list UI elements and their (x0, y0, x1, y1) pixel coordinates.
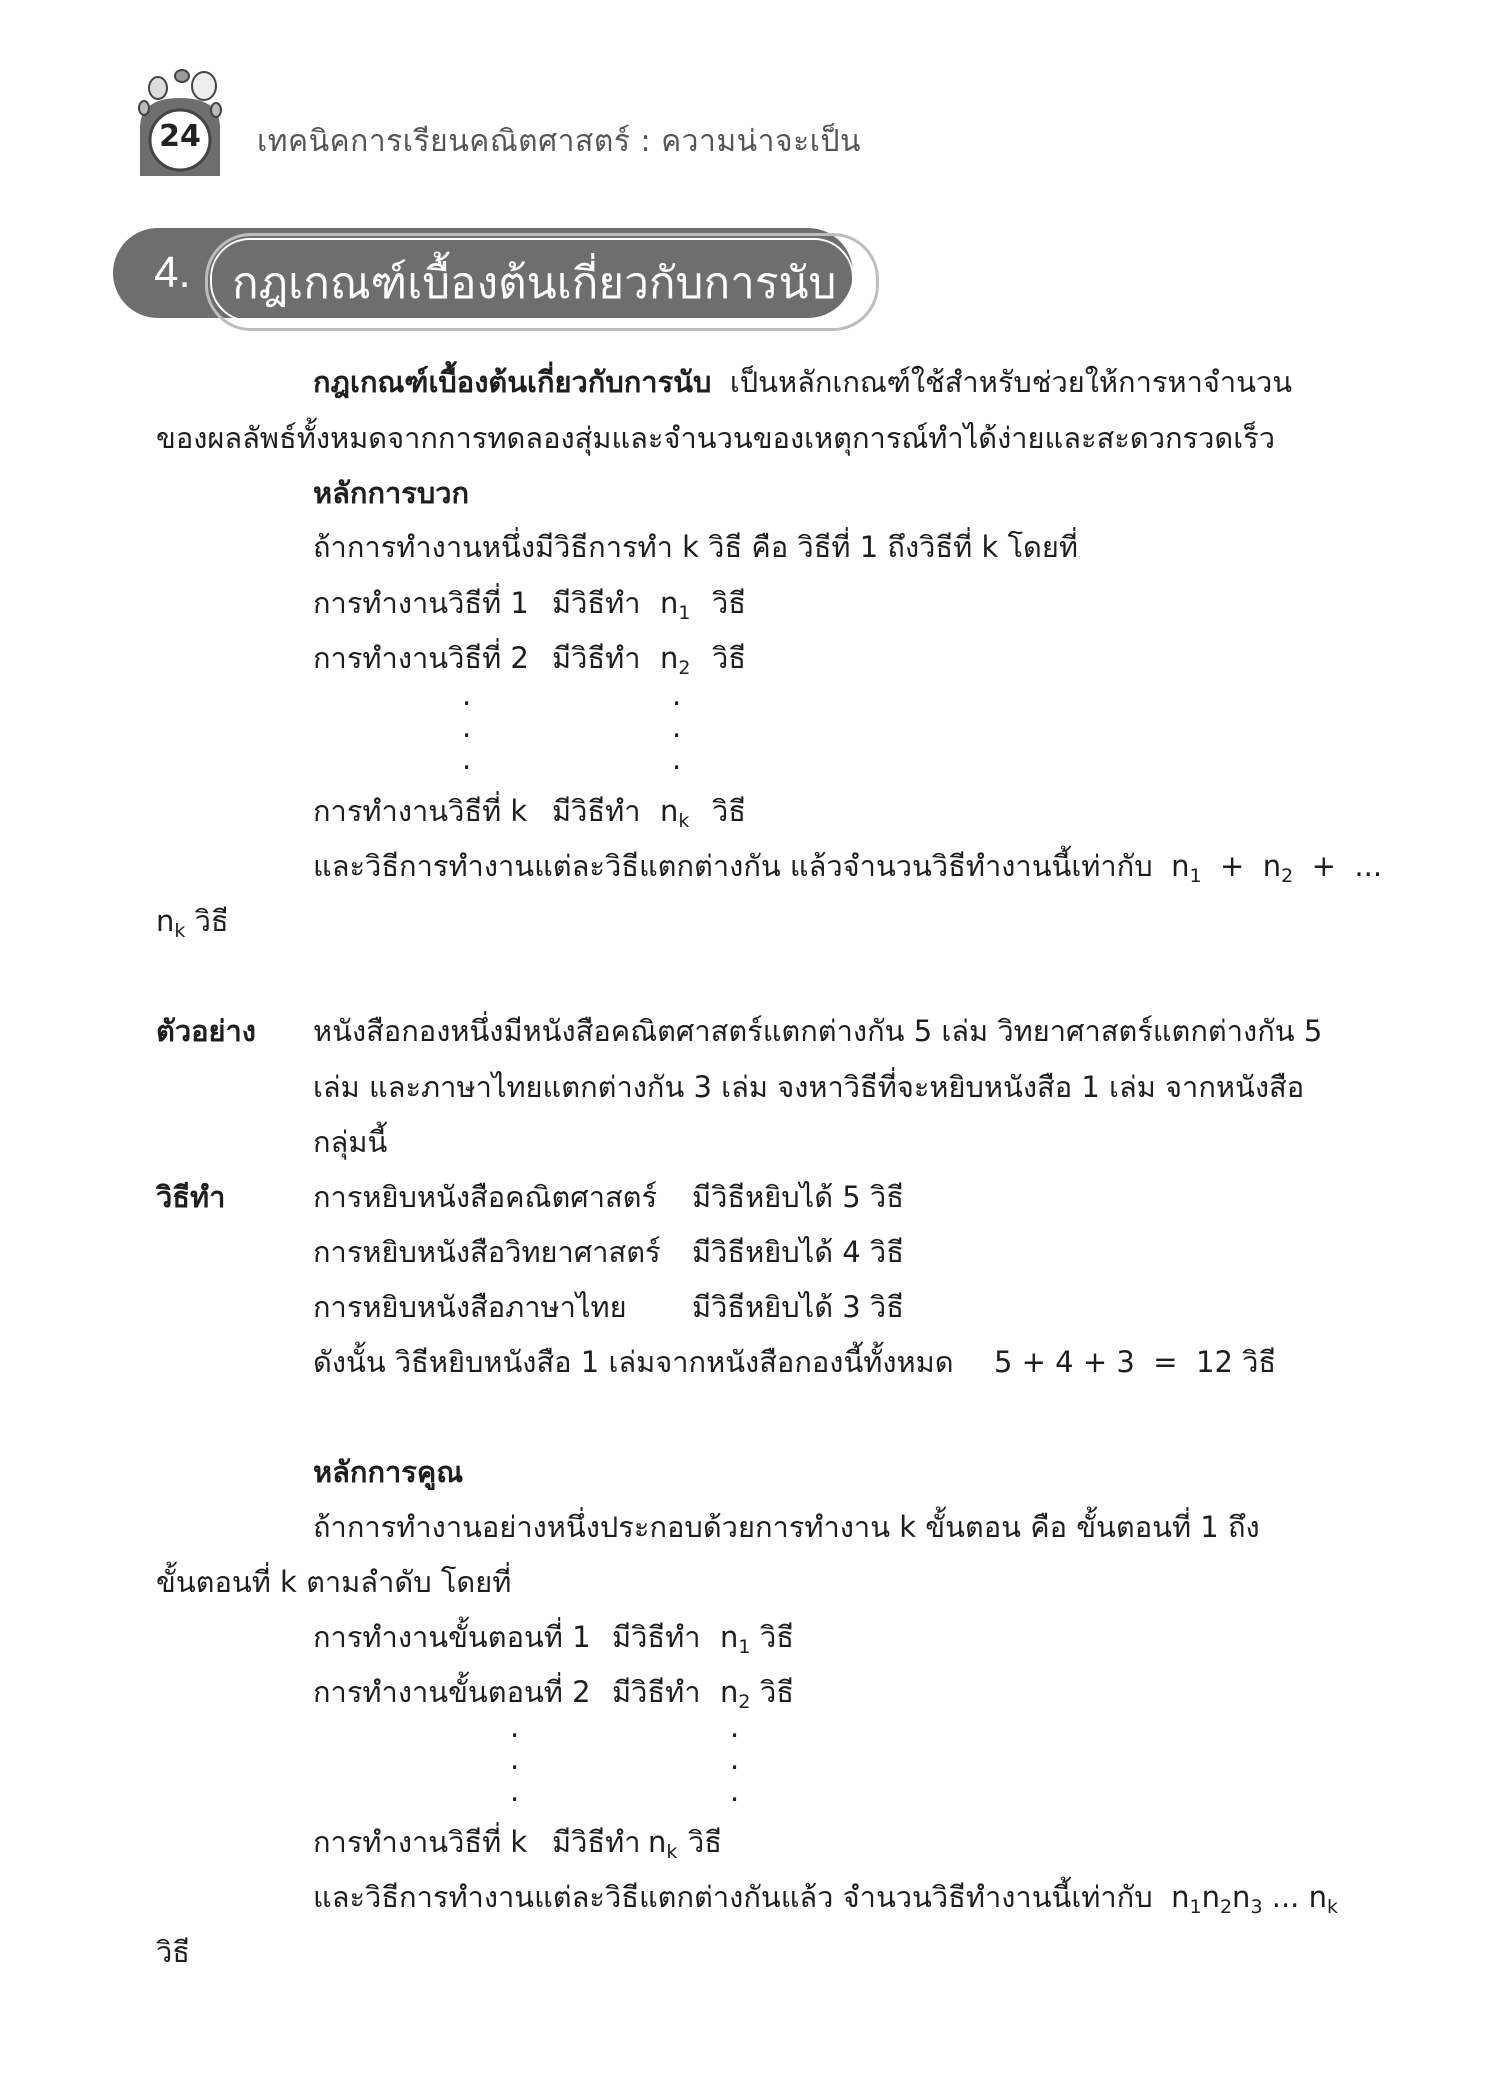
addition-heading: หลักการบวก (313, 476, 470, 510)
addition-step-1-label: การทำงานวิธีที่ 1 (313, 586, 529, 620)
addition-step-2-label: การทำงานวิธีที่ 2 (313, 641, 529, 675)
solution-row-3-b: มีวิธีหยิบได้ 3 วิธี (692, 1290, 904, 1324)
example-line-1: หนังสือกองหนึ่งมีหนังสือคณิตศาสตร์แตกต่างกัน 5 เล่ม วิทยาศาสตร์แตกต่างกัน 5 (313, 1014, 1323, 1048)
multiplication-dot: . (730, 1742, 740, 1776)
addition-step-2-var: $n_2$ (660, 641, 691, 679)
addition-dot: . (672, 742, 682, 776)
multiplication-dot: . (730, 1774, 740, 1808)
multiplication-step-2-unit: วิธี (760, 1675, 794, 1709)
solution-row-2-a: การหยิบหนังสือวิทยาศาสตร์ (313, 1235, 661, 1269)
addition-conclusion: และวิธีการทำงานแต่ละวิธีแตกต่างกัน แล้วจำนวนวิธีทำงานนี้เท่ากับ $n_1 + n_2$ + ... (313, 849, 1383, 887)
multiplication-dot: . (510, 1774, 520, 1808)
multiplication-conclusion: และวิธีการทำงานแต่ละวิธีแตกต่างกันแล้ว จำนวนวิธีทำงานนี้เท่ากับ $n_1n_2n_3$ ... $n_k$ (313, 1880, 1339, 1918)
multiplication-line-2: ขั้นตอนที่ k ตามลำดับ โดยที่ (156, 1565, 512, 1599)
multiplication-dot: . (510, 1710, 520, 1744)
multiplication-conclusion-cont: วิธี (156, 1935, 190, 1969)
multiplication-step-k-ways: มีวิธีทำ (552, 1825, 641, 1859)
running-title: เทคนิคการเรียนคณิตศาสตร์ : ความน่าจะเป็น (257, 124, 861, 159)
addition-line-1: ถ้าการทำงานหนึ่งมีวิธีการทำ k วิธี คือ วิธีที่ 1 ถึงวิธีที่ k โดยที่ (313, 530, 1078, 564)
addition-step-1-ways: มีวิธีทำ (552, 586, 641, 620)
example-line-2: เล่ม และภาษาไทยแตกต่างกัน 3 เล่ม จงหาวิธีที่จะหยิบหนังสือ 1 เล่ม จากหนังสือ (313, 1070, 1305, 1104)
multiplication-line-1: ถ้าการทำงานอย่างหนึ่งประกอบด้วยการทำงาน k ขั้นตอน คือ ขั้นตอนที่ 1 ถึง (313, 1510, 1260, 1544)
addition-step-2-ways: มีวิธีทำ (552, 641, 641, 675)
solution-conclusion: ดังนั้น วิธีหยิบหนังสือ 1 เล่มจากหนังสือกองนี้ทั้งหมด (313, 1345, 954, 1379)
addition-step-1-var: $n_1$ (660, 586, 691, 624)
addition-step-k-label: การทำงานวิธีที่ k (313, 794, 528, 828)
example-line-3: กลุ่มนี้ (313, 1125, 388, 1159)
page-number: 24 (159, 119, 201, 154)
solution-row-2-b: มีวิธีหยิบได้ 4 วิธี (692, 1235, 904, 1269)
multiplication-step-1-ways: มีวิธีทำ (612, 1620, 701, 1654)
solution-calculation: 5 + 4 + 3 = 12 วิธี (994, 1345, 1277, 1379)
addition-step-k-var: $n_k$ (660, 794, 690, 832)
multiplication-step-1-unit: วิธี (760, 1620, 794, 1654)
solution-row-3-a: การหยิบหนังสือภาษาไทย (313, 1290, 627, 1324)
multiplication-step-2-ways: มีวิธีทำ (612, 1675, 701, 1709)
multiplication-heading: หลักการคูณ (313, 1455, 464, 1489)
multiplication-step-2-var: $n_2$ (720, 1675, 751, 1713)
chapter-number: 4. (154, 248, 191, 297)
multiplication-step-k-var: $n_k$ (648, 1825, 678, 1863)
intro-line-2: ของผลลัพธ์ทั้งหมดจากการทดลองสุ่มและจำนวนของเหตุการณ์ทำได้ง่ายและสะดวกรวดเร็ว (156, 421, 1276, 455)
chapter-title: กฎเกณฑ์เบื้องต้นเกี่ยวกับการนับ (232, 258, 837, 309)
multiplication-dot: . (510, 1742, 520, 1776)
addition-dot: . (462, 678, 472, 712)
addition-step-2-unit: วิธี (712, 641, 746, 675)
solution-row-1-a: การหยิบหนังสือคณิตศาสตร์ (313, 1180, 658, 1214)
multiplication-step-1-var: $n_1$ (720, 1620, 751, 1658)
solution-row-1-b: มีวิธีหยิบได้ 5 วิธี (692, 1180, 904, 1214)
example-label: ตัวอย่าง (156, 1014, 256, 1048)
intro-line-1-rest: เป็นหลักเกณฑ์ใช้สำหรับช่วยให้การหาจำนวน (729, 365, 1293, 399)
multiplication-step-k-label: การทำงานวิธีที่ k (313, 1825, 528, 1859)
intro-line-1 (313, 362, 1292, 402)
addition-conclusion-cont: $n_k$ วิธี (156, 904, 229, 942)
addition-dot: . (462, 710, 472, 744)
multiplication-step-2-label: การทำงานขั้นตอนที่ 2 (313, 1675, 591, 1709)
multiplication-step-k-unit: วิธี (688, 1825, 722, 1859)
addition-dot: . (672, 710, 682, 744)
intro-bold-lead: กฎเกณฑ์เบื้องต้นเกี่ยวกับการนับ (313, 365, 712, 399)
multiplication-step-1-label: การทำงานขั้นตอนที่ 1 (313, 1620, 591, 1654)
addition-dot: . (672, 678, 682, 712)
multiplication-dot: . (730, 1710, 740, 1744)
addition-dot: . (462, 742, 472, 776)
addition-step-1-unit: วิธี (712, 586, 746, 620)
addition-step-k-ways: มีวิธีทำ (552, 794, 641, 828)
solution-label: วิธีทำ (156, 1180, 226, 1214)
addition-step-k-unit: วิธี (712, 794, 746, 828)
